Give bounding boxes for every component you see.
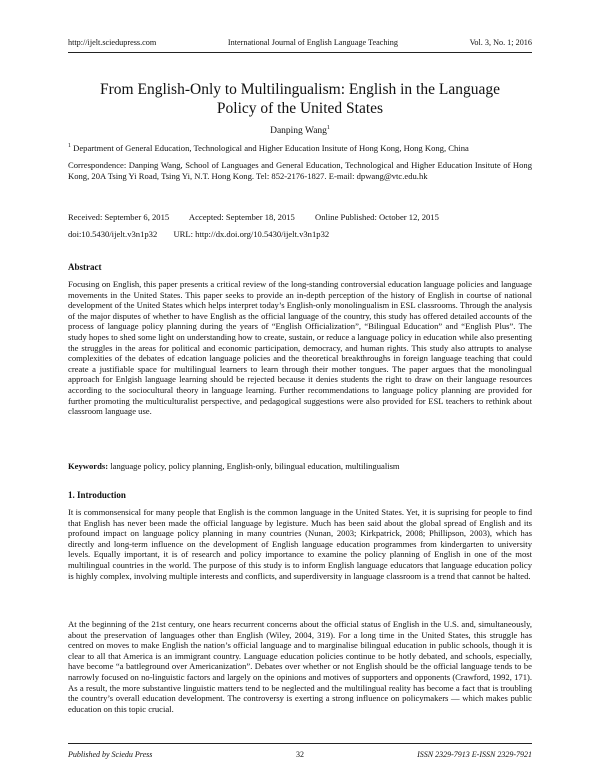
- received-date: Received: September 6, 2015: [68, 212, 170, 222]
- volume-info: Vol. 3, No. 1; 2016: [469, 38, 532, 47]
- article-url[interactable]: URL: http://dx.doi.org/10.5430/ijelt.v3n1p32: [173, 229, 330, 239]
- running-header: [68, 38, 532, 47]
- running-footer: [68, 750, 532, 759]
- introduction-heading: 1. Introduction: [68, 490, 126, 500]
- affiliation: [68, 141, 532, 153]
- footer-divider: [68, 743, 532, 744]
- author-name: Danping Wang: [270, 126, 327, 137]
- journal-url[interactable]: http://ijelt.sciedupress.com: [68, 38, 157, 47]
- introduction-paragraph-1: It is commonsensical for many people that English is the common language in the United States. Yet, it is suprising for people to find that English has never been made the official language by legisture. Much has been said about the global spread of English and its profound impact on language policy planning in many countries (Nunan, 2003; Kirkpatrick, 2008; Phillipson, 2003), which has directly and long-term influence on the development of English language education programmes from kindergarten to university levels. Equally important, it is of research and policy importance to examine the policy planning of English in one of the most multilingual countries in the world. The purpose of this study is to inform English language educators that language education policy is highly complex, involving multiple interests and conflicts, and superdiversity in language classroom is a trend that cannot be halted.: [68, 507, 532, 581]
- accepted-date: Accepted: September 18, 2015: [188, 212, 295, 222]
- author-line: [0, 125, 600, 136]
- header-divider: [68, 52, 532, 53]
- keywords-list: language policy, policy planning, English-only, bilingual education, multilingualism: [110, 461, 400, 471]
- doi[interactable]: doi:10.5430/ijelt.v3n1p32: [68, 229, 158, 239]
- abstract-heading: Abstract: [68, 262, 102, 272]
- keywords-label: Keywords:: [68, 461, 109, 471]
- affiliation-text: Department of General Education, Technological and Higher Education Insitute of Hong Kong, Hong Kong, China: [73, 142, 469, 153]
- journal-name: International Journal of English Language Teaching: [227, 38, 398, 47]
- author-superscript: 1: [326, 125, 330, 131]
- publisher: Published by Sciedu Press: [68, 750, 153, 759]
- issn: ISSN 2329-7913 E-ISSN 2329-7921: [417, 750, 532, 759]
- article-title: From English-Only to Multilingualism: English in the Language Policy of the United States: [100, 81, 500, 117]
- page-number: 32: [296, 750, 304, 759]
- correspondence: Correspondence: Danping Wang, School of Languages and General Education, Technological and Higher Education Insitute of Hong Kong, 20A Tsing Yi Road, Tsing Yi, N.T. Hong Kong. Tel: 852-2176-1827. E-mail: dpwang@vtc.edu.hk: [68, 160, 532, 181]
- keywords-line: [68, 461, 532, 472]
- doi-line: [68, 229, 532, 240]
- affiliation-superscript: 1: [68, 143, 71, 149]
- abstract-text: Focusing on English, this paper presents a critical review of the long-standing controversial education language policies and language movements in the United States. This paper seeks to provide an in-depth perception of the history of English in courtse of national development of the United States which helps interpret today’s English-only monolingualism in ESL classrooms. Through the analysis of the major disputes of whether to have English as the official language of the country, this study has offered detailed accounts of the process of language policy planning during the years of “English Officialization”, “Bilingual Education” and “English Plus”. The study hopes to shed some light on understanding how to create, sustain, or reduce a language policy in education while also presenting the struggles in the areas for political and economic participation, democracy, and human rights. This study also attrupts to analyse complexities of the debates of edcation language policies and the theoretical breakthroughs in foreign language teaching that could create a justifiable space for multilingual learners to learn through their mother tongues. The paper argues that the monolingual approach for Enlgish language learning should be rejected because it denies students the right to draw on their language resources according to the sociocultural theory in language learning. Further recommendations to language policy planning are provided for further promoting the multiculturalist perspective, and pedagogical suggestions were also provided for ESL teachers to rethink about classroom language use.: [68, 279, 532, 417]
- published-date: Online Published: October 12, 2015: [315, 212, 439, 222]
- publication-dates: [68, 212, 532, 223]
- introduction-paragraph-2: At the beginning of the 21st century, one hears recurrent concerns about the official status of English in the U.S. and, simultaneously, about the preservation of languages other than English (Wiley, 2004, 319). For a long time in the United States, this struggle has centred on moves to make English the nation’s official language and to marginalise bilingual education in public schools, though it is clear to all that America is an immigrant country. Language education policies continue to be hotly debated, and schools, especially, have become “a battleground over Americanization”. Debates over whether or not English should be the official language tends to be narrowly focused on no-linguistic factors and largely on the opinions and motives of supporters and opponents (Crawford, 1992, 171). As a result, the more substantive linguistic matters tend to be neglected and the multilingual reality has become a fact that is troubling the country’s overall education development. The controversy is exerting a strong influence on policymakers — which makes public education on this topic crucial.: [68, 619, 532, 714]
